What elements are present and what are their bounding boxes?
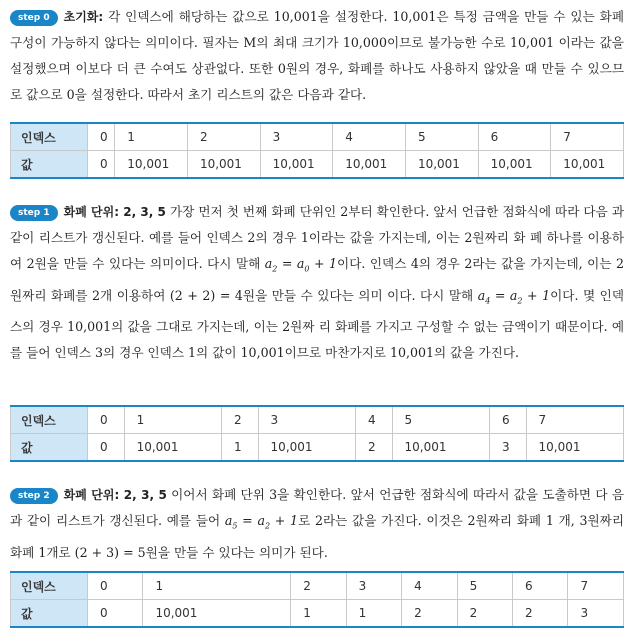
step1-lead: 화폐 단위: 2, 3, 5 [63, 205, 166, 219]
table-row [11, 434, 624, 462]
index-header: 인덱스 [11, 572, 88, 600]
step0-paragraph [10, 4, 624, 108]
table-cell: 0 [88, 123, 115, 151]
table-cell: 10,001 [115, 151, 188, 179]
table-cell: 0 [88, 434, 125, 462]
table-cell: 7 [526, 406, 623, 434]
table-cell: 7 [568, 572, 624, 600]
table-cell: 2 [187, 123, 260, 151]
table-cell: 10,001 [405, 151, 478, 179]
value-header: 값 [11, 434, 88, 462]
table-cell: 2 [402, 600, 457, 628]
text-line: 음과 같이 리스트가 갱신된다. 예를 들어 [10, 487, 624, 528]
table-cell: 1 [291, 600, 346, 628]
table-cell: 5 [405, 123, 478, 151]
table-row [11, 123, 624, 151]
step0-block [10, 4, 624, 108]
table-cell: 6 [513, 572, 568, 600]
table-cell: 2 [221, 406, 258, 434]
step0-table [10, 122, 624, 179]
table-cell: 1 [143, 572, 291, 600]
table-row [11, 600, 624, 628]
step0-badge: step 0 [10, 10, 58, 26]
table-cell: 0 [88, 151, 115, 179]
table-row [11, 406, 624, 434]
text-line: 2라는 값을 가지는데, 이는 2원짜리 화폐를 2개 이용하여 (2 + 2) = 4원을 만들 수 있다는 의미 [10, 256, 624, 303]
table-cell: 3 [258, 406, 355, 434]
value-header: 값 [11, 600, 88, 628]
text-line: 개, 3원짜리 화폐 1개로 (2 + 3) = 5원을 만들 수 있다는 의미가 된다. [10, 513, 624, 560]
table-cell: 10,001 [392, 434, 489, 462]
text-line: 리 화폐를 가지고 구성할 수 없는 금액이기 때문이다. 예를 들어 인덱스 3의 경우 인덱스 1의 값이 [10, 319, 624, 361]
table-cell: 1 [221, 434, 258, 462]
table-row [11, 151, 624, 179]
table-cell: 1 [346, 600, 401, 628]
index-header: 인덱스 [11, 406, 88, 434]
table-cell: 10,001 [258, 434, 355, 462]
text-line: 이다. 인덱스 4의 경우 [337, 256, 460, 271]
text-line: 이어서 화폐 단위 3을 확인한다. 앞서 언급한 점화식에 따라서 값을 도출하면 다 [171, 487, 608, 502]
table-cell: 2 [291, 572, 346, 600]
step1-paragraph [10, 199, 624, 366]
table-cell: 6 [489, 406, 526, 434]
index-header: 인덱스 [11, 123, 88, 151]
step0-lead: 초기화: [63, 10, 104, 24]
table-cell: 4 [402, 572, 457, 600]
text-line: 가장 먼저 첫 번째 화폐 단위인 2부터 확인한다. 앞서 언급한 점화식에 따라 다음 [169, 204, 608, 219]
text-line: 이라는 값을 설정했으며 이보다 더 큰 수여도 상관없다. 또한 0원의 경우, 화폐를 하나도 사용하지 [10, 35, 624, 76]
text-line: 과 같이 리스트가 갱신된다. 예를 들어 인덱스 2의 경우 1이라는 값을 가지는데, 이는 2원짜리 화 [10, 204, 624, 245]
table-cell: 5 [457, 572, 512, 600]
table-cell: 2 [513, 600, 568, 628]
table-cell: 0 [88, 572, 143, 600]
value-header: 값 [11, 151, 88, 179]
table-cell: 10,001 [526, 434, 623, 462]
table-cell: 0 [88, 406, 125, 434]
step2-block [10, 482, 624, 566]
table-cell: 7 [551, 123, 624, 151]
table-cell: 2 [355, 434, 392, 462]
step2-badge: step 2 [10, 488, 58, 504]
text-line: 이다. 몇 인덱스의 경우 10,001의 값을 그대로 가지는데, 이는 2원짜 [10, 287, 624, 335]
table-cell: 4 [333, 123, 406, 151]
text-line: 않았을 때 만들 수 있으므로 값으로 0을 설정한다. 따라서 초기 리스트의 값은 다음과 같다. [10, 61, 624, 102]
table-cell: 1 [115, 123, 188, 151]
step2-lead: 화폐 단위: 2, 3, 5 [63, 488, 167, 502]
step2-paragraph [10, 482, 624, 566]
text-line: 구성이 가능하지 않다는 의미이다. 필자는 M의 최대 크기가 10,000이므로 불가능한 수로 10,001 [10, 35, 555, 50]
step1-badge: step 1 [10, 205, 58, 221]
text-line: 각 인덱스에 해당하는 값으로 10,001을 설정한다. 10,001은 특정 금액을 만들 수 있는 화폐 [108, 9, 624, 24]
table-cell: 0 [88, 600, 143, 628]
table-cell: 10,001 [187, 151, 260, 179]
text-line: 이다. 다시 말해 [387, 287, 474, 303]
table-cell: 10,001 [124, 434, 221, 462]
text-line: 폐 하나를 이용하여 2원을 만들 수 있다는 의미이다. 다시 말해 [10, 230, 624, 271]
table-cell: 10,001 [260, 151, 333, 179]
table-cell: 10,001 [551, 151, 624, 179]
table-cell: 3 [346, 572, 401, 600]
step1-table [10, 405, 624, 462]
step1-block [10, 199, 624, 366]
table-cell: 5 [392, 406, 489, 434]
text-line: 10,001이므로 마찬가지로 10,001의 값을 가진다. [240, 345, 520, 361]
step2-table [10, 571, 624, 628]
table-cell: 3 [568, 600, 624, 628]
table-cell: 3 [489, 434, 526, 462]
equation-a4: $a_4 = a_2 + 1$ [477, 287, 551, 306]
table-cell: 3 [260, 123, 333, 151]
equation-a2: $a_2 = a_0 + 1$ [264, 256, 338, 274]
table-cell: 10,001 [333, 151, 406, 179]
text-line: 로 2라는 값을 가진다. 이것은 2원짜리 화폐 1 [298, 513, 554, 528]
equation-a5: $a_5 = a_2 + 1$ [224, 513, 299, 531]
table-cell: 4 [355, 406, 392, 434]
table-cell: 2 [457, 600, 512, 628]
table-cell: 1 [124, 406, 221, 434]
table-row [11, 572, 624, 600]
table-cell: 10,001 [478, 151, 551, 179]
table-cell: 6 [478, 123, 551, 151]
table-cell: 10,001 [143, 600, 291, 628]
